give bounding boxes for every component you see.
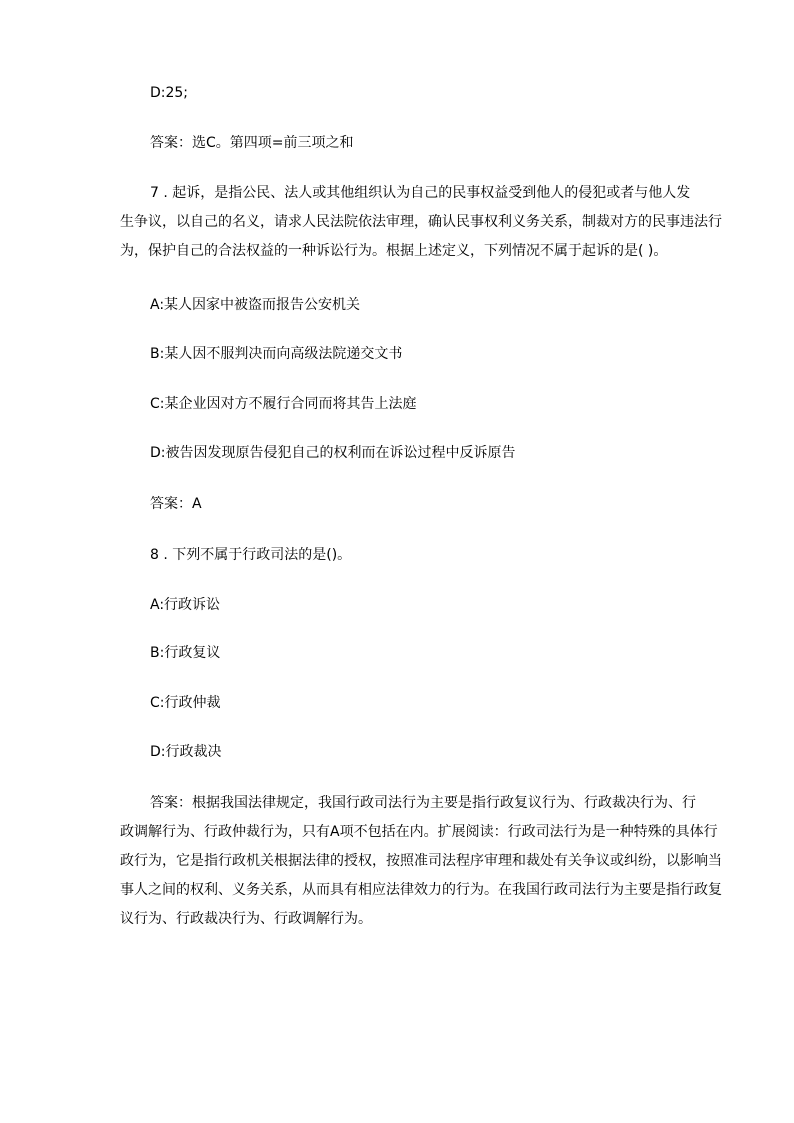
q8-option-d: D:行政裁决 [150, 744, 222, 760]
q6-option-d: D:25; [150, 85, 189, 101]
q7-option-d: D:被告因发现原告侵犯自己的权利而在诉讼过程中反诉原告 [150, 445, 516, 461]
q8-option-c: C:行政仲裁 [150, 695, 221, 711]
q7-stem: 7 . 起诉，是指公民、法人或其他组织认为自己的民事权益受到他人的侵犯或者与他人发 生争议，以自己的名义，请求人民法院依法审理，确认民事权利义务关系，制裁对方的民事违法行 为，保护自己的合法权益的一种诉讼行为。根据上述定义，下列情况不属于起诉的是( )。 [120, 185, 722, 259]
q8-option-b: B:行政复议 [150, 645, 221, 661]
q8-option-a: A:行政诉讼 [150, 597, 221, 613]
q7-option-c: C:某企业因对方不履行合同而将其告上法庭 [150, 396, 417, 412]
q8-answer: 答案：根据我国法律规定，我国行政司法行为主要是指行政复议行为、行政裁决行为、行 政调解行为、行政仲裁行为，只有A项不包括在内。扩展阅读：行政司法行为是一种特殊的具体行 政行为，它是指行政机关根据法律的授权，按照准司法程序审理和裁处有关争议或纠纷，以影响当 事人之间的权利、义务关系，从而具有相应法律效力的行为。在我国行政司法行为主要是指行政复 议行为、行政裁决行为、行政调解行为。 [120, 795, 722, 927]
q8-stem: 8 . 下列不属于行政司法的是()。 [150, 547, 352, 563]
q7-option-b: B:某人因不服判决而向高级法院递交文书 [150, 346, 403, 362]
q6-answer: 答案：选C。第四项=前三项之和 [150, 135, 354, 151]
q7-answer: 答案：A [150, 496, 202, 512]
q7-option-a: A:某人因家中被盗而报告公安机关 [150, 297, 361, 313]
